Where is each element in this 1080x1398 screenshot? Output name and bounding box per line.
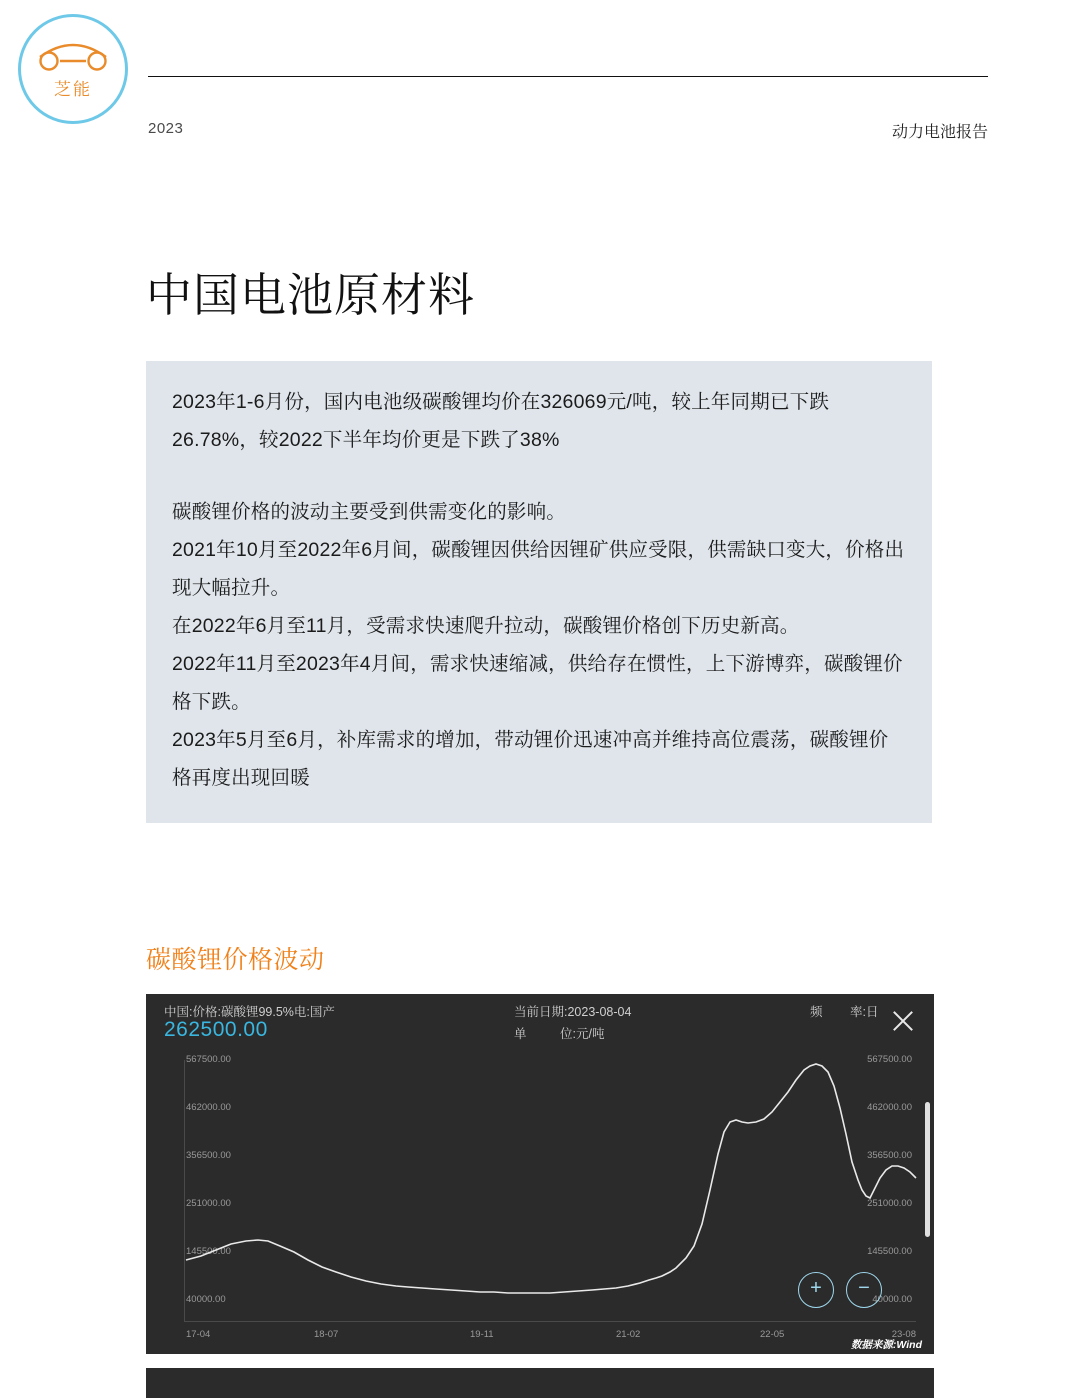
x-tick-1: 18-07 — [314, 1329, 339, 1340]
callout-paragraph-4: 在2022年6月至11月，受需求快速爬升拉动，碳酸锂价格创下历史新高。 — [172, 615, 800, 637]
chart-frequency-label: 频 — [810, 1005, 823, 1019]
x-tick-4: 22-05 — [760, 1329, 785, 1340]
y-tick-left-3: 251000.00 — [186, 1198, 231, 1209]
callout-paragraph-3: 2021年10月至2022年6月间，碳酸锂因供给因锂矿供应受限，供需缺口变大，价格出现大幅拉升。 — [172, 539, 905, 599]
x-tick-2: 19-11 — [470, 1329, 494, 1340]
close-icon[interactable] — [890, 1008, 916, 1034]
callout-paragraph-1: 2023年1-6月份，国内电池级碳酸锂均价在326069元/吨，较上年同期已下跌26.78%，较2022下半年均价更是下跌了38% — [172, 391, 830, 451]
chart-date-label: 当前日期:2023-08-04 — [514, 1005, 632, 1019]
page-title: 中国电池原材料 — [146, 268, 475, 321]
chart-plot-area — [146, 1050, 934, 1354]
x-tick-3: 21-02 — [616, 1329, 641, 1340]
chart-unit-value: 位:元/吨 — [560, 1027, 605, 1041]
y-tick-right-0: 567500.00 — [867, 1054, 912, 1065]
y-tick-right-5: 40000.00 — [872, 1294, 912, 1305]
y-tick-left-5: 40000.00 — [186, 1294, 226, 1305]
price-line-series — [146, 1050, 934, 1354]
y-tick-right-1: 462000.00 — [867, 1102, 912, 1113]
bottom-bar — [146, 1368, 934, 1398]
x-tick-0: 17-04 — [186, 1329, 211, 1340]
chart-unit-label: 单 — [514, 1027, 527, 1041]
chart-scrollbar[interactable] — [925, 1102, 930, 1237]
y-tick-right-4: 145500.00 — [867, 1246, 912, 1257]
callout-paragraph-6: 2023年5月至6月，补库需求的增加，带动锂价迅速冲高并维持高位震荡，碳酸锂价格再度出现回暖 — [172, 729, 889, 789]
callout-paragraph-5: 2022年11月至2023年4月间，需求快速缩减，供给存在惯性，上下游博弈，碳酸锂价格下跌。 — [172, 653, 903, 713]
y-tick-left-4: 145500.00 — [186, 1246, 231, 1257]
brand-name: 芝能 — [54, 79, 92, 99]
brand-logo — [18, 14, 128, 124]
zoom-out-icon[interactable]: − — [846, 1272, 882, 1308]
y-tick-left-0: 567500.00 — [186, 1054, 231, 1065]
y-tick-left-1: 462000.00 — [186, 1102, 231, 1113]
chart-frequency-value: 率:日 — [850, 1005, 879, 1019]
chart-toolbar — [146, 994, 934, 1050]
chart-series-label: 中国:价格:碳酸锂99.5%电:国产 — [164, 1005, 335, 1019]
summary-callout — [146, 361, 932, 823]
header-report-label: 动力电池报告 — [891, 124, 988, 141]
callout-paragraph-2: 碳酸锂价格的波动主要受到供需变化的影响。 — [172, 501, 567, 523]
car-logo-icon — [36, 39, 110, 73]
section-heading: 碳酸锂价格波动 — [146, 946, 325, 974]
chart-current-value: 262500.00 — [164, 1018, 268, 1041]
y-tick-right-3: 251000.00 — [867, 1198, 912, 1209]
header-year: 2023 — [148, 120, 184, 137]
y-tick-left-2: 356500.00 — [186, 1150, 231, 1161]
header-divider — [148, 76, 988, 77]
y-tick-right-2: 356500.00 — [867, 1150, 912, 1161]
x-tick-5: 23-08 — [891, 1329, 916, 1340]
callout-spacer — [172, 459, 906, 493]
chart-source-note: 数据来源:Wind — [850, 1339, 922, 1351]
lithium-price-chart-panel — [146, 994, 934, 1354]
zoom-in-icon[interactable]: + — [798, 1272, 834, 1308]
